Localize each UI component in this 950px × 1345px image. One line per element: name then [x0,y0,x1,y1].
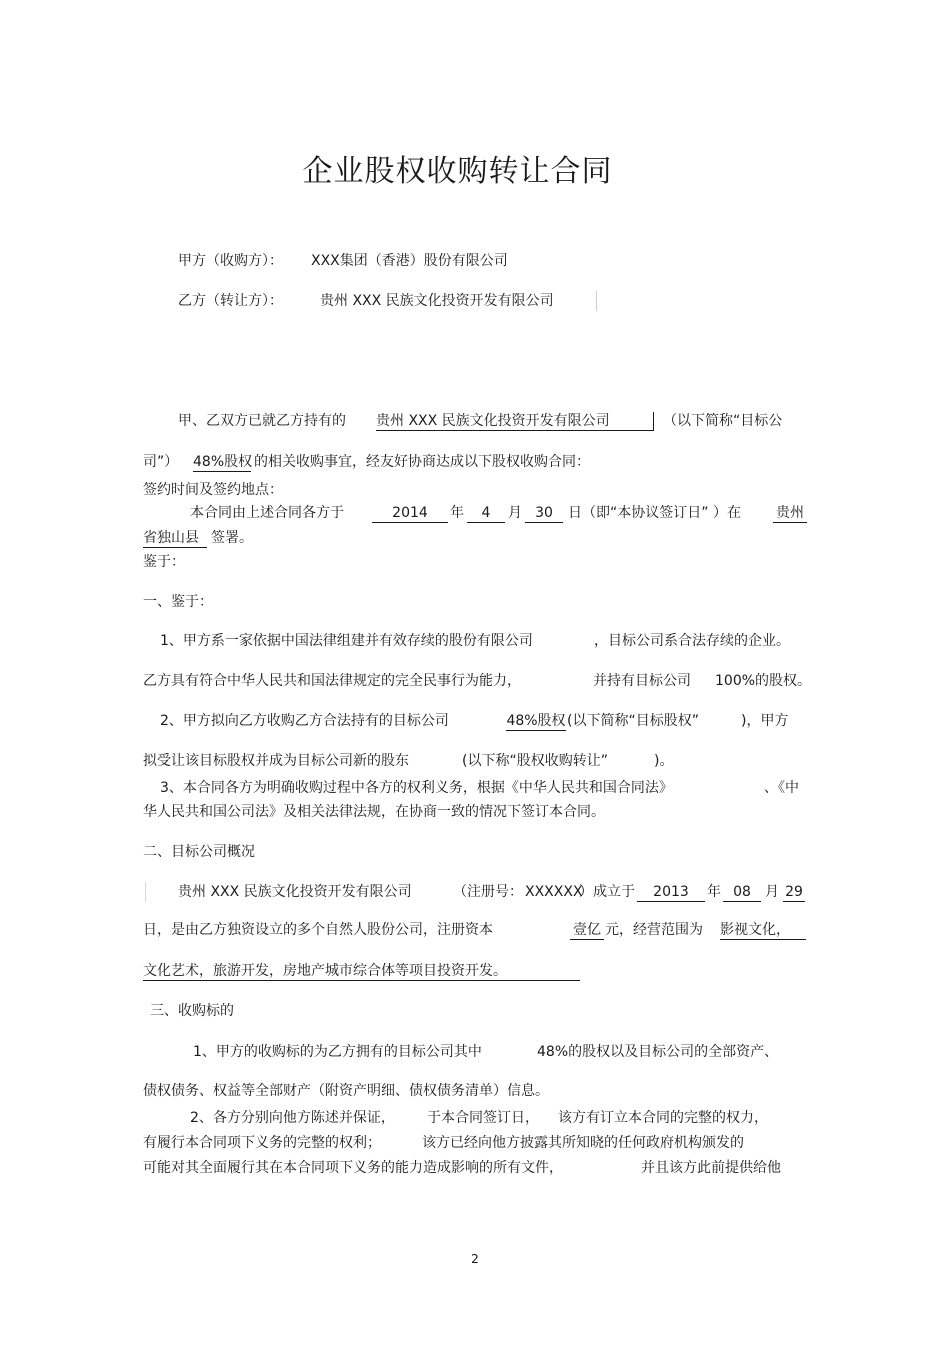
signing-place-b [143,528,207,548]
signing-year [372,503,448,523]
s1-p2-stake [506,711,566,731]
section-1-heading: 一、鉴于： [143,594,213,610]
intro-target-company [376,411,654,431]
target-company-blank: 贵州 XXX 民族文化投资开发有限公司 [376,412,654,431]
s1-p3-c: 华人民共和国公司法》及相关法律法规，在协商一致的情况下签订本合同。 [143,804,605,820]
whereas-label: 鉴于： [143,554,185,570]
intro-stake [193,452,251,472]
s1-p1-d: 并持有目标公司 [593,673,691,689]
s2-day-blank: 29 [783,883,805,902]
signing-day [525,503,563,523]
s3-p2-d: 有履行本合同项下义务的完整的权利； [143,1135,381,1151]
s2-month [723,882,761,902]
s1-p2-a: 2、甲方拟向乙方收购乙方合法持有的目标公司 [160,713,449,729]
party-a-value: XXX集团（香港）股份有限公司 [311,253,508,269]
s1-p1-a: 1、甲方系一家依据中国法律组建并有效存续的股份有限公司 [160,633,533,649]
signing-month-unit: 月 [508,505,522,521]
signing-month-blank: 4 [467,504,505,523]
signing-place-a-blank: 贵州 [773,504,807,523]
s3-p1-b: 48%的股权以及目标公司的全部资产、 [537,1044,779,1060]
signing-text: 本合同由上述合同各方于 [190,505,344,521]
s1-stake-blank: 48%股权 [506,713,566,729]
s1-p2-e: (以下称“股权收购转让” [462,753,608,769]
party-a-label: 甲方（收购方）： [178,253,283,269]
s1-p1-b: ，目标公司系合法存续的企业。 [594,633,790,649]
s2-company-name: 贵州 XXX 民族文化投资开发有限公司 [145,882,450,902]
s2-year-unit: 年 [707,884,721,900]
s3-p2-e: 该方已经向他方披露其所知晓的任何政府机构颁发的 [422,1135,744,1151]
s2-day [783,882,805,902]
s2-reg-pre: （注册号： [453,884,523,900]
s3-p2-a: 2、各方分别向他方陈述并保证， [190,1110,395,1126]
s2-scope-b [143,961,580,981]
s2-reg-no: XXXXXX [525,884,583,900]
s2-reg-post: ）成立于 [579,884,635,900]
s3-p2-f: 可能对其全面履行其在本合同项下义务的能力造成影响的所有文件， [143,1160,563,1176]
stake-blank: 48%股权 [193,454,253,470]
party-b-name: 贵州 XXX 民族文化投资开发有限公司 [320,291,597,311]
signing-day-blank: 30 [525,504,563,523]
s1-p3-b: 、《中 [764,780,799,796]
s3-p2-b: 于本合同签订日， [427,1110,539,1126]
s2-scope-b-blank: 文化艺术，旅游开发，房地产城市综合体等项目投资开发。 [143,962,580,981]
s3-p2-c: 该方有订立本合同的完整的权力， [558,1110,768,1126]
s2-year [637,882,705,902]
signing-year-unit: 年 [450,505,464,521]
s2-company [145,882,450,902]
s2-capital-blank: 壹亿 [570,921,604,940]
s2-year-blank: 2013 [637,883,705,902]
s2-scope-a [720,920,806,940]
signing-heading: 签约时间及签约地点： [143,482,283,498]
s2-line-2-a: 日，是由乙方独资设立的多个自然人股份公司，注册资本 [143,922,493,938]
s1-p2-c: )，甲方 [741,713,789,729]
signing-place-a [773,503,807,523]
signing-day-text: 日（即“本协议签订日” ）在 [568,505,741,521]
s1-p2-f: )。 [654,753,674,769]
signing-place-b-blank: 省独山县 [143,529,207,548]
signing-year-blank: 2014 [372,504,448,523]
s3-p1-c: 债权债务、权益等全部财产（附资产明细、债权债务清单）信息。 [143,1083,549,1099]
page-number: 2 [471,1252,479,1266]
s2-line-2-b: 元，经营范围为 [605,922,703,938]
party-b-value [320,291,597,311]
s1-p3-a: 3、本合同各方为明确收购过程中各方的权利义务，根据《中华人民共和国合同法》 [160,780,673,796]
s1-p2-b: (以下简称“目标股权” [567,713,699,729]
section-2-heading: 二、目标公司概况 [143,844,255,860]
s2-month-blank: 08 [723,883,761,902]
s3-p2-g: 并且该方此前提供给他 [641,1160,781,1176]
s3-p1-a: 1、甲方的收购标的为乙方拥有的目标公司其中 [193,1044,482,1060]
intro-line-2-end: 的相关收购事宜，经友好协商达成以下股权收购合同： [254,454,590,470]
intro-line-1-end: （以下简称“目标公 [663,413,783,429]
s1-p2-d: 拟受让该目标股权并成为目标公司新的股东 [143,753,409,769]
signing-month [467,503,505,523]
s2-month-unit: 月 [765,884,779,900]
intro-line-2-start: 司”） [143,454,179,470]
section-3-heading: 三、收购标的 [150,1003,234,1019]
party-b-label: 乙方（转让方）： [178,293,283,309]
s2-scope-a-blank: 影视文化， [720,921,806,940]
s1-p1-c: 乙方具有符合中华人民共和国法律规定的完全民事行为能力， [143,673,521,689]
page-title: 企业股权收购转让合同 [302,154,613,189]
s2-capital [570,920,604,940]
signing-place-end: 签署。 [211,530,253,546]
s1-p1-e: 100%的股权。 [715,673,812,689]
intro-line-1-text: 甲、乙双方已就乙方持有的 [178,413,346,429]
